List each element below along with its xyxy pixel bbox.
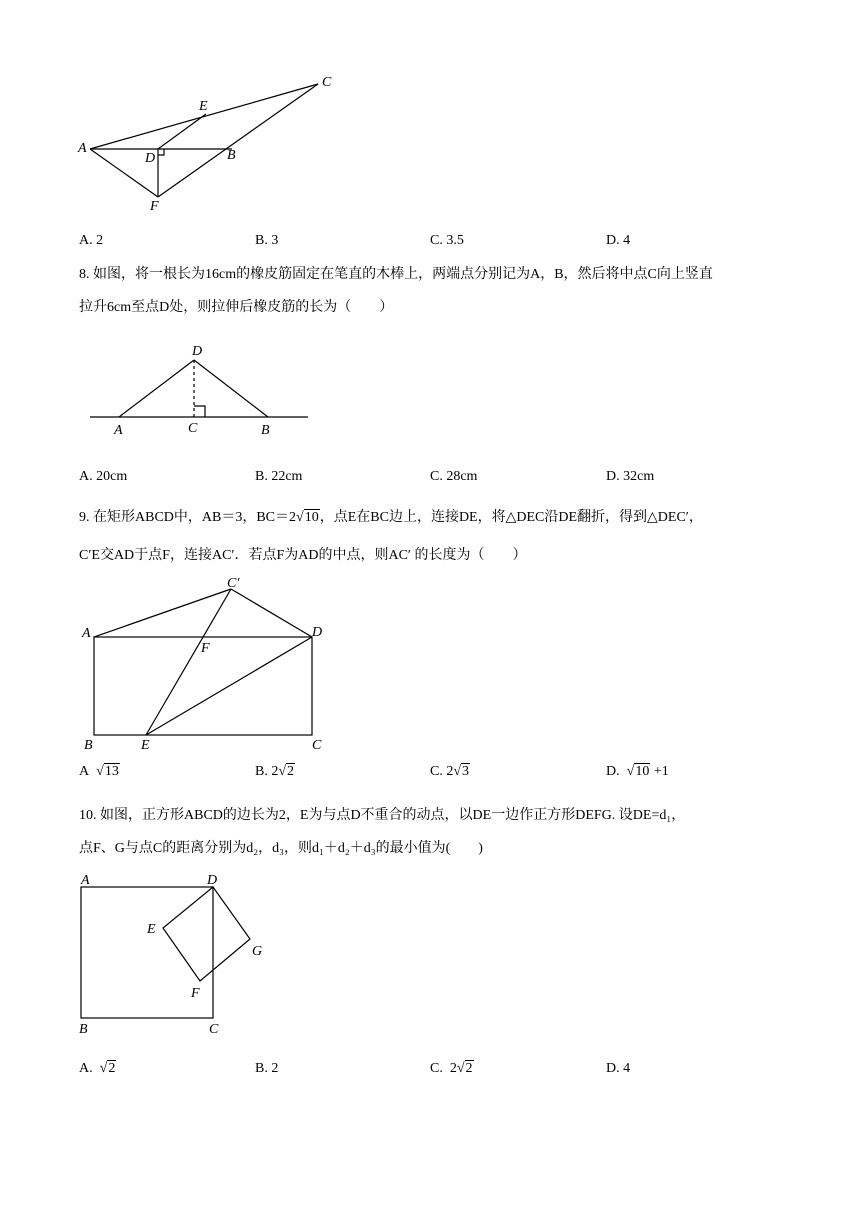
q8-option-b[interactable]: B. 22cm <box>255 469 303 484</box>
q9-option-c-radicand: 3 <box>462 764 470 779</box>
q9-stem-line1 <box>79 508 703 528</box>
fig10-label-d: D <box>207 873 218 888</box>
q9-line1-post: ，点E在BC边上，连接DE，将△DEC沿DE翻折，得到△DEC′， <box>319 510 703 525</box>
figure-q8 <box>85 335 315 440</box>
fig7-label-b: B <box>227 148 236 163</box>
q8-stem-line1: 8. 如图，将一根长为16cm的橡皮筋固定在笔直的木棒上，两端点分别记为A，B，然后将中点C向上竖直 <box>79 267 713 282</box>
q9-option-a-prefix: A <box>79 764 90 779</box>
fig8-label-a: A <box>114 423 123 438</box>
fig7-label-d: D <box>145 151 156 166</box>
q9-option-b[interactable] <box>255 762 295 782</box>
q10-option-a[interactable] <box>79 1059 116 1079</box>
q9-option-d-radicand: 10 <box>635 764 650 779</box>
fig9-label-d: D <box>312 625 323 640</box>
q9-option-a-radicand: 13 <box>104 764 119 779</box>
sqrt-icon: √13 <box>96 764 119 779</box>
fig10-label-g: G <box>252 944 263 959</box>
fig9-label-cprime: C′ <box>227 576 240 591</box>
q8-option-a[interactable]: A. 20cm <box>79 469 128 484</box>
fig9-label-f: F <box>201 641 210 656</box>
figure-q10 <box>75 870 275 1040</box>
sqrt-icon: √3 <box>453 764 470 779</box>
q10-option-a-prefix: A. <box>79 1061 93 1076</box>
q10-option-a-radicand: 2 <box>108 1061 116 1076</box>
sqrt-icon: √2 <box>99 1061 116 1076</box>
fig10-label-a: A <box>81 873 90 888</box>
q10-option-c-coefficient: 2 <box>449 1061 457 1076</box>
q9-option-b-radicand: 2 <box>287 764 295 779</box>
q7-option-c[interactable]: C. 3.5 <box>430 233 464 248</box>
q9-line1-pre: 9. 在矩形ABCD中，AB＝3，BC＝2 <box>79 510 297 525</box>
fig9-label-a: A <box>82 626 91 641</box>
fig7-label-c: C <box>322 75 332 90</box>
q9-option-b-prefix: B. 2 <box>255 764 279 779</box>
q10-option-b[interactable]: B. 2 <box>255 1061 279 1076</box>
q9-line1-radicand: 10 <box>304 510 319 525</box>
fig9-label-b: B <box>84 738 93 753</box>
q10-stem-line1: 10. 如图，正方形ABCD的边长为2，E为与点D不重合的动点，以DE一边作正方形DEFG. 设DE=d₁， <box>79 808 686 823</box>
fig7-label-a: A <box>78 141 87 156</box>
fig10-label-c: C <box>209 1022 219 1037</box>
fig8-label-c: C <box>188 421 198 436</box>
fig8-label-d: D <box>192 344 203 359</box>
q9-option-a[interactable] <box>79 762 120 782</box>
sqrt-icon: √10 <box>626 764 650 779</box>
fig7-label-f: F <box>150 199 159 214</box>
q7-option-d[interactable]: D. 4 <box>606 233 631 248</box>
fig9-label-e: E <box>141 738 150 753</box>
q7-option-a[interactable]: A. 2 <box>79 233 104 248</box>
fig8-label-b: B <box>261 423 270 438</box>
q10-option-c[interactable] <box>430 1059 474 1079</box>
fig7-label-e: E <box>199 99 208 114</box>
sqrt-icon: √10 <box>296 510 319 525</box>
q10-option-d[interactable]: D. 4 <box>606 1061 631 1076</box>
sqrt-icon: √2 <box>456 1061 473 1076</box>
fig10-label-b: B <box>79 1022 88 1037</box>
q9-option-d-suffix: +1 <box>653 764 669 779</box>
q10-option-c-prefix: C. <box>430 1061 443 1076</box>
q9-option-c[interactable] <box>430 762 470 782</box>
q8-option-c[interactable]: C. 28cm <box>430 469 478 484</box>
q8-stem-line2: 拉升6cm至点D处，则拉伸后橡皮筋的长为（ ） <box>79 300 394 315</box>
figure-q7 <box>70 70 350 220</box>
fig9-label-c: C <box>312 738 322 753</box>
q9-option-d-prefix: D. <box>606 764 620 779</box>
q8-option-d[interactable]: D. 32cm <box>606 469 655 484</box>
q10-option-c-radicand: 2 <box>465 1061 473 1076</box>
q9-option-c-prefix: C. 2 <box>430 764 454 779</box>
q7-option-b[interactable]: B. 3 <box>255 233 279 248</box>
figure-q9 <box>75 570 345 755</box>
q9-stem-line2: C′E交AD于点F，连接AC′．若点F为AD的中点，则AC′ 的长度为（ ） <box>79 548 527 563</box>
fig10-label-e: E <box>147 922 156 937</box>
fig10-label-f: F <box>191 986 200 1001</box>
sqrt-icon: √2 <box>278 764 295 779</box>
q10-stem-line2: 点F、G与点C的距离分别为d₂，d₃，则d₁＋d₂＋d₃的最小值为( ) <box>79 841 483 856</box>
q9-option-d[interactable] <box>606 762 669 782</box>
